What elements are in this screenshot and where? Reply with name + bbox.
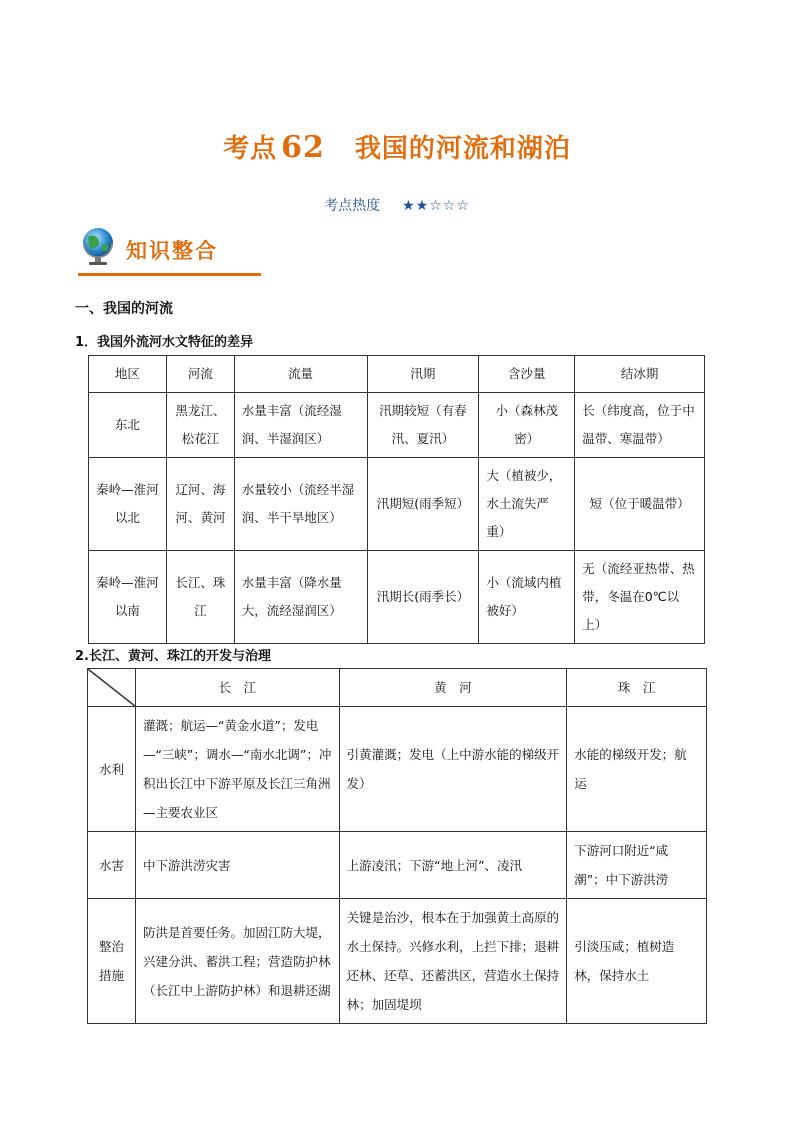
river-cell: 黑龙江、松花江 xyxy=(166,393,234,458)
subsection-heading-1: 1．我国外流河水文特征的差异 xyxy=(75,335,254,350)
region-cell: 秦岭—淮河以南 xyxy=(89,551,167,644)
river-cell: 长江、珠江 xyxy=(166,551,234,644)
development-table xyxy=(87,668,707,1024)
region-cell: 秦岭—淮河以北 xyxy=(89,458,167,551)
flow-cell: 水量丰富（降水量大，流经湿润区） xyxy=(234,551,367,644)
title-prefix: 考点 xyxy=(223,134,278,164)
region-cell: 东北 xyxy=(89,393,167,458)
diagonal-line xyxy=(88,669,135,706)
diagonal-header-cell xyxy=(88,669,136,707)
sediment-cell: 小（流域内植被好） xyxy=(479,551,575,644)
river-cell: 辽河、海河、黄河 xyxy=(166,458,234,551)
title-number: 62 xyxy=(281,130,325,165)
yangtze-cell: 灌溉；航运—“黄金水道”；发电—“三峡”；调水—“南水北调”；冲积出长江中下游平原及长江三角洲—主要农业区 xyxy=(135,707,339,832)
freeze-cell: 短（位于暖温带） xyxy=(575,458,705,551)
row-label-cell: 整治措施 xyxy=(88,899,136,1024)
header-cell: 河流 xyxy=(166,356,234,393)
row-label-cell: 水害 xyxy=(88,832,136,899)
flow-cell: 水量较小（流经半湿润、半干旱地区） xyxy=(234,458,367,551)
table-header-row xyxy=(89,356,705,393)
heat-rating xyxy=(0,195,794,215)
freeze-cell: 无（流经亚热带、热带，冬温在0℃以上） xyxy=(575,551,705,644)
yellow-river-cell: 上游凌汛；下游“地上河”、凌汛 xyxy=(339,832,567,899)
table-row xyxy=(89,458,705,551)
heat-label: 考点热度 xyxy=(324,198,381,214)
table-row xyxy=(88,707,707,832)
globe-icon xyxy=(78,225,120,267)
section-heading-rivers: 一、我国的河流 xyxy=(75,301,173,317)
pearl-river-cell: 下游河口附近“咸潮”；中下游洪涝 xyxy=(567,832,707,899)
yangtze-cell: 中下游洪涝灾害 xyxy=(135,832,339,899)
banner-underline xyxy=(78,273,261,276)
table-header-row xyxy=(88,669,707,707)
subsection-heading-2: 2.长江、黄河、珠江的开发与治理 xyxy=(75,649,271,664)
header-cell: 长 江 xyxy=(135,669,339,707)
pearl-river-cell: 水能的梯级开发；航运 xyxy=(567,707,707,832)
pearl-river-cell: 引淡压咸；植树造林，保持水土 xyxy=(567,899,707,1024)
flood-cell: 汛期较短（有春汛、夏汛） xyxy=(367,393,479,458)
flow-cell: 水量丰富（流经湿润、半湿润区） xyxy=(234,393,367,458)
yangtze-cell: 防洪是首要任务。加固江防大堤，兴建分洪、蓄洪工程；营造防护林（长江中上游防护林）和退耕还湖 xyxy=(135,899,339,1024)
row-label-cell: 水利 xyxy=(88,707,136,832)
table-row xyxy=(89,551,705,644)
header-cell: 含沙量 xyxy=(479,356,575,393)
flood-cell: 汛期长(雨季长） xyxy=(367,551,479,644)
hydrology-table xyxy=(88,355,705,644)
page-title xyxy=(0,128,794,165)
header-cell: 地区 xyxy=(89,356,167,393)
banner-text: 知识整合 xyxy=(126,239,218,263)
freeze-cell: 长（纬度高，位于中温带、寒温带） xyxy=(575,393,705,458)
header-cell: 汛期 xyxy=(367,356,479,393)
flood-cell: 汛期短(雨季短） xyxy=(367,458,479,551)
section-banner xyxy=(78,225,263,277)
sediment-cell: 小（森林茂密） xyxy=(479,393,575,458)
header-cell: 珠 江 xyxy=(567,669,707,707)
title-text: 我国的河流和湖泊 xyxy=(354,134,571,164)
yellow-river-cell: 引黄灌溉；发电（上中游水能的梯级开发） xyxy=(339,707,567,832)
header-cell: 流量 xyxy=(234,356,367,393)
yellow-river-cell: 关键是治沙，根本在于加强黄土高原的水土保持。兴修水利，上拦下排；退耕还林、还草、还蓄洪区，营造水土保持林；加固堤坝 xyxy=(339,899,567,1024)
header-cell: 结冰期 xyxy=(575,356,705,393)
heat-stars: ★★☆☆☆ xyxy=(402,198,470,214)
table-row xyxy=(89,393,705,458)
table-row xyxy=(88,899,707,1024)
table-row xyxy=(88,832,707,899)
header-cell: 黄 河 xyxy=(339,669,567,707)
sediment-cell: 大（植被少，水土流失严重） xyxy=(479,458,575,551)
